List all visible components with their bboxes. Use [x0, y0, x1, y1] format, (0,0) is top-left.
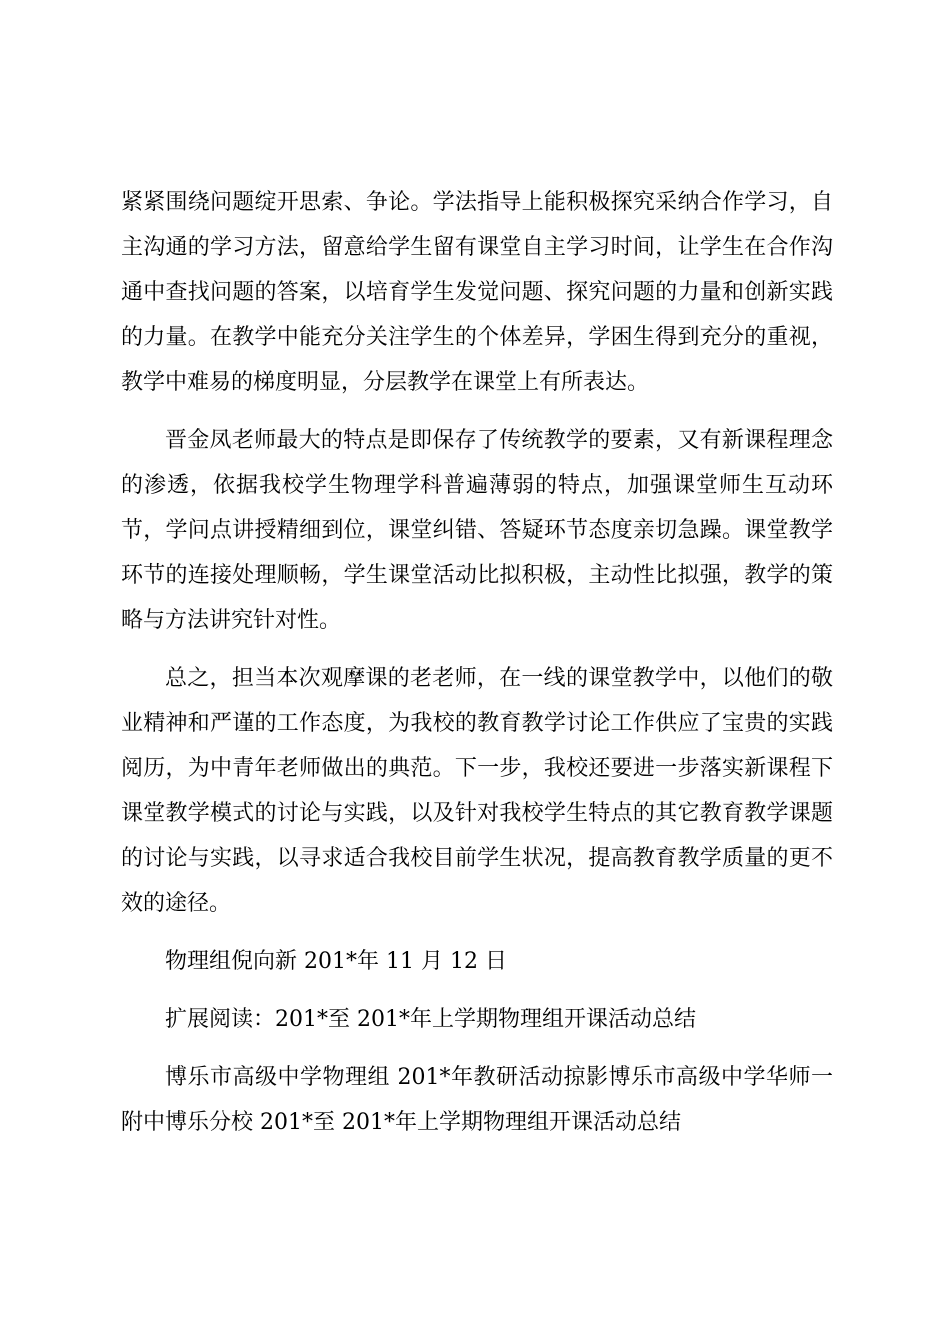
signature-line: 物理组倪向新 201*年 11 月 12 日 — [165, 949, 507, 974]
paragraph-1: 紧紧围绕问题绽开思索、争论。学法指导上能积极探究采纳合作学习，自主沟通的学习方法，留意给学生留有课堂自主学习时间，让学生在合作沟通中查找问题的答案，以培育学生发觉问题、探究问题的力量和创新实践的力量。在教学中能充分关注学生的个体差异，学困生得到充分的重视，教学中难易的梯度明显，分层教学在课堂上有所表达。 — [121, 190, 833, 395]
paragraph-3: 总之，担当本次观摩课的老老师，在一线的课堂教学中，以他们的敬业精神和严谨的工作态度，为我校的教育教学讨论工作供应了宝贵的实践阅历，为中青年老师做出的典范。下一步，我校还要进一步落实新课程下课堂教学模式的讨论与实践，以及针对我校学生特点的其它教育教学课题的讨论与实践，以寻求适合我校目前学生状况，提高教育教学质量的更不效的途径。 — [121, 666, 833, 916]
extended-reading-line: 扩展阅读：201*至 201*年上学期物理组开课活动总结 — [165, 1007, 696, 1032]
final-paragraph: 博乐市高级中学物理组 201*年教研活动掠影博乐市高级中学华师一附中博乐分校 201*至 201*年上学期物理组开课活动总结 — [121, 1065, 833, 1135]
document-page — [121, 180, 833, 1158]
paragraph-2: 晋金凤老师最大的特点是即保存了传统教学的要素，又有新课程理念的渗透，依据我校学生物理学科普遍薄弱的特点，加强课堂师生互动环节，学问点讲授精细到位，课堂纠错、答疑环节态度亲切急躁。课堂教学环节的连接处理顺畅，学生课堂活动比拟积极，主动性比拟强，教学的策略与方法讲究针对性。 — [121, 428, 833, 633]
